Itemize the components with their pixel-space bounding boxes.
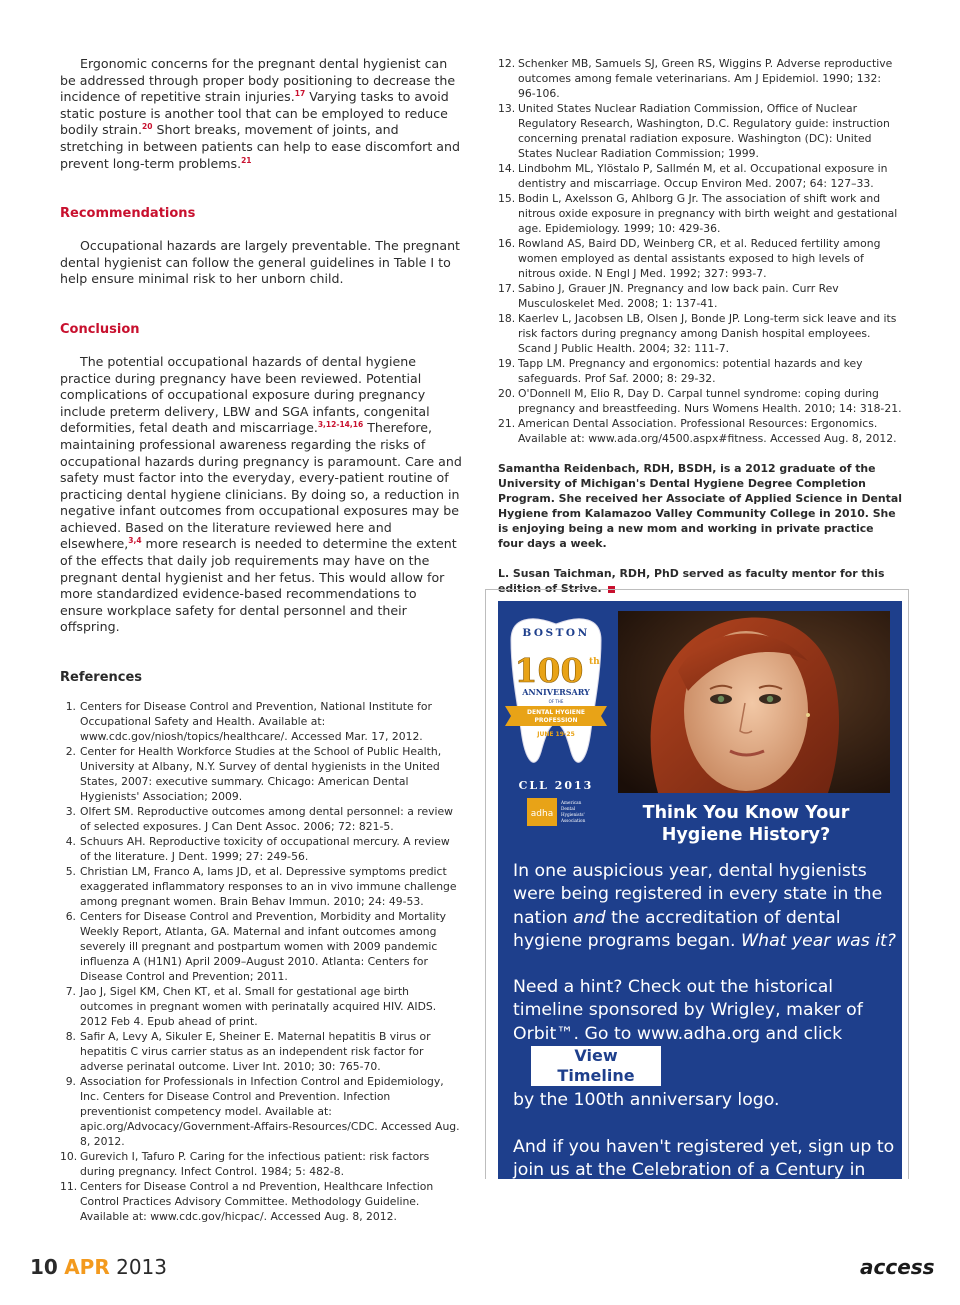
logo-number: 100 (514, 651, 584, 690)
100th-anniversary-logo (503, 612, 609, 835)
reference-number: 11. (60, 1180, 78, 1194)
recommendations-heading: Recommendations (60, 206, 196, 222)
ad-body (513, 860, 898, 1229)
portrait-illustration (618, 611, 890, 793)
reference-text: Schuurs AH. Reproductive toxicity of occupational mercury. A review of the literature. J Dent. 1999; 27: 249-56. (80, 835, 450, 864)
right-column (498, 56, 902, 596)
issue-year: 2013 (116, 1255, 168, 1279)
reference-number: 2. (65, 745, 76, 759)
reference-item (60, 744, 462, 804)
reference-number: 5. (65, 865, 76, 879)
reference-text: Sabino J, Grauer JN. Pregnancy and low back pain. Curr Rev Musculoskelet Med. 2008; 1: 137-41. (518, 282, 839, 310)
references-list-right (498, 56, 902, 446)
reference-item (60, 699, 462, 744)
reference-number: 4. (65, 835, 76, 849)
logo-of-the: OF THE (548, 699, 564, 704)
reference-item (60, 834, 462, 864)
reference-number: 1. (65, 700, 76, 714)
ad-paragraph-2: Need a hint? Check out the historical timeline sponsored by Wrigley, maker of Orbit™. Go to www.adha.org and clickView Timeline by the 100th anniversary logo. (513, 977, 863, 1111)
logo-cll: CLL 2013 (518, 779, 594, 792)
reference-text: Christian LM, Franco A, Iams JD, et al. Depressive symptoms predict exaggerated inflammatory responses to an in vivo immune challenge among pregnant women. Brain Behav Immun. 2010; 24: 49-53. (80, 865, 457, 909)
view-timeline-button[interactable]: View Timeline (531, 1046, 661, 1086)
logo-dates: JUNE 19-25 (537, 731, 575, 738)
reference-text: Schenker MB, Samuels SJ, Green RS, Wiggins P. Adverse reproductive outcomes among female veterinarians. Am J Epidemiol. 1990; 132: 96-106. (518, 57, 893, 100)
citation: 21 (241, 155, 252, 165)
reference-number: 16. (498, 237, 516, 250)
reference-number: 19. (498, 357, 516, 370)
reference-text: Jao J, Sigel KM, Chen KT, et al. Small for gestational age birth outcomes in pregnant women with perinatally acquired HIV. AIDS. 2012 Feb 4. Epub ahead of print. (80, 985, 437, 1029)
citation: 3,12-14,16 (317, 420, 364, 430)
reference-number: 14. (498, 162, 516, 175)
reference-number: 21. (498, 417, 516, 430)
reference-number: 20. (498, 387, 516, 400)
reference-text: Center for Health Workforce Studies at the School of Public Health, University at Albany, N.Y. Survey of dental hygienists in the United States, 2007: executive summary. Chicago: American Dental Hygienists' Association; 2009. (80, 745, 442, 804)
reference-item (498, 356, 902, 386)
svg-text:Hygienists': Hygienists' (561, 812, 585, 817)
citation: 3,4 (128, 536, 142, 546)
references-heading: References (60, 670, 143, 686)
reference-number: 9. (65, 1075, 76, 1089)
ad-paragraph-1: In one auspicious year, dental hygienists were being registered in every state in the nation and the accreditation of dental hygiene programs began. What year was it? (513, 861, 896, 951)
reference-item (60, 864, 462, 909)
citation: 17 (294, 89, 306, 98)
reference-item (60, 984, 462, 1029)
reference-text: O'Donnell M, Elio R, Day D. Carpal tunnel syndrome: coping during pregnancy and breastfeeding. Nurs Womens Health. 2010; 14: 318-21. (518, 387, 902, 415)
reference-item (498, 56, 902, 101)
reference-item (498, 281, 902, 311)
reference-text: Kaerlev L, Jacobsen LB, Olsen J, Bonde JP. Long-term sick leave and its risk factors during pregnancy among Danish hospital employees. Scand J Public Health. 2004; 32: 111-7. (518, 312, 897, 355)
reference-number: 17. (498, 282, 516, 295)
logo-suffix: th (589, 657, 600, 667)
adha-abbr: adha (530, 809, 554, 819)
reference-item (60, 804, 462, 834)
ad-portrait-photo (618, 611, 890, 793)
svg-text:Dental: Dental (561, 806, 576, 811)
reference-item (60, 1179, 462, 1224)
reference-number: 12. (498, 57, 516, 70)
conclusion-heading: Conclusion (60, 321, 140, 337)
reference-number: 6. (65, 910, 76, 924)
reference-text: American Dental Association. Professional Resources: Ergonomics. Available at: www.ada.org/4500.aspx#fitness. Accessed Aug. 8, 2012. (518, 417, 897, 445)
reference-text: United States Nuclear Radiation Commission, Office of Nuclear Regulatory Research, Washington, D.C. Regulatory guide: instruction concerning prenatal radiation exposure. Washington (DC): United States Nuclear Radiation Commission; 1999. (518, 102, 890, 160)
tooth-logo-graphic (503, 612, 609, 835)
reference-text: Safir A, Levy A, Sikuler E, Sheiner E. Maternal hepatitis B virus or hepatitis C virus carrier status as an independent risk factor for adverse perinatal outcome. Liver Int. 2010; 30: 765-70. (80, 1030, 431, 1074)
page-footer (30, 1255, 167, 1279)
reference-text: Olfert SM. Reproductive outcomes among dental personnel: a review of selected exposures. J Can Dent Assoc. 2006; 72: 821-5. (80, 805, 453, 834)
publication-name: access (860, 1255, 935, 1279)
reference-item (498, 161, 902, 191)
logo-ribbon-line1: DENTAL HYGIENE (526, 709, 586, 716)
left-column (60, 56, 462, 1224)
author-bio: Samantha Reidenbach, RDH, BSDH, is a 2012 graduate of the University of Michigan's Dental Hygiene Degree Completion Program. She received her Associate of Applied Science in Dental Hygiene from Kalamazoo Valley Community College in 2010. She is enjoying being a new mom and working in private practice four days a week. (498, 462, 902, 550)
reference-text: Centers for Disease Control and Prevention, National Institute for Occupational Safety and Health. Available at: www.cdc.gov/niosh/topics/healthcare/. Accessed Mar. 17, 2012. (80, 700, 432, 744)
reference-item (498, 311, 902, 356)
reference-item (498, 101, 902, 161)
references-list-left (60, 699, 462, 1224)
citation: 20 (142, 122, 153, 132)
logo-anniversary: ANNIVERSARY (522, 687, 590, 697)
mentor-note: L. Susan Taichman, RDH, PhD served as faculty mentor for this edition of Strive. (498, 567, 885, 595)
reference-item (498, 386, 902, 416)
reference-number: 18. (498, 312, 516, 325)
reference-number: 3. (65, 805, 76, 819)
reference-text: Gurevich I, Tafuro P. Caring for the infectious patient: risk factors during pregnancy. Infect Control. 1984; 5: 482-8. (80, 1150, 430, 1179)
recommendations-paragraph: Occupational hazards are largely preventable. The pregnant dental hygienist can follow the general guidelines in Table I to help ensure minimal risk to her unborn child. (60, 238, 460, 287)
reference-number: 7. (65, 985, 76, 999)
logo-ribbon-line2: PROFESSION (534, 717, 578, 724)
svg-text:American: American (561, 800, 582, 805)
svg-text:Association: Association (561, 818, 586, 823)
reference-number: 13. (498, 102, 516, 115)
ad-paragraph-3: And if you haven't registered yet, sign up to join us at the Celebration of a Century in Boston, June 19-25! (513, 1136, 895, 1204)
reference-text: Rowland AS, Baird DD, Weinberg CR, et al. Reduced fertility among women employed as dental assistants exposed to high levels of nitrous oxide. N Engl J Med. 1992; 327: 993-7. (518, 237, 881, 280)
page-number: 10 (30, 1255, 58, 1279)
reference-number: 15. (498, 192, 516, 205)
reference-item (60, 909, 462, 984)
reference-text: Tapp LM. Pregnancy and ergonomics: potential hazards and key safeguards. Prof Saf. 2000; 8: 29-32. (518, 357, 863, 385)
reference-item (498, 416, 902, 446)
reference-item (498, 191, 902, 236)
reference-item (60, 1029, 462, 1074)
reference-item (498, 236, 902, 281)
intro-paragraph: Ergonomic concerns for the pregnant dental hygienist can be addressed through proper body positioning to decrease the incidence of repetitive strain injuries.$^{17}$ Varying tasks to avoid static posture is another tool that can be employed to reduce bodily strain.$^{20}$ Short breaks, movement of joints, and stretching in between patients can help to ease discomfort and prevent long-term problems.$^{21}$ (60, 56, 460, 171)
reference-text: Association for Professionals in Infection Control and Epidemiology, Inc. Centers for Disease Control and Prevention. Infection preventionist competency model. Available at: apic.org/Advocacy/Government-Affairs-Resources/CDC. Accessed Aug. 8, 2012. (80, 1075, 460, 1149)
reference-text: Bodin L, Axelsson G, Ahlborg G Jr. The association of shift work and nitrous oxide exposure in pregnancy with birth weight and gestational age. Epidemiology. 1999; 10: 429-36. (518, 192, 898, 235)
reference-text: Centers for Disease Control a nd Prevention, Healthcare Infection Control Practices Advisory Committee. Methodology Guideline. Available at: www.cdc.gov/hicpac/. Accessed Aug. 8, 2012. (80, 1180, 434, 1224)
logo-city: BOSTON (522, 627, 590, 639)
ad-headline: Think You Know Your Hygiene History? (642, 803, 850, 845)
conclusion-paragraph: The potential occupational hazards of dental hygiene practice during pregnancy have been reviewed. Potential complications of occupational exposure during pregnancy include preterm delivery, LBW and SGA infants, congenital deformities, fetal death and miscarriage.$^{3,12-14,16}$ Therefore, maintaining professional awareness regarding the risks of occupational hazards during pregnancy is paramount. Care and safety must factor into the everyday, every-patient routine of practicing dental hygiene clinicians. By doing so, a reduction in negative infant outcomes from occupational exposures may be achieved. Based on the literature reviewed here and elsewhere,$^{3,4}$ more research is needed to determine the extent of the effects that daily job requirements may have on the pregnant dental hygienist and her fetus. This would allow for more standardized evidence-based recommendations to ensure workplace safety for dental personnel and their offspring. (60, 353, 462, 635)
reference-item (60, 1149, 462, 1179)
issue-month: APR (64, 1255, 110, 1279)
reference-text: Centers for Disease Control and Prevention, Morbidity and Mortality Weekly Report, Atlanta, GA. Maternal and infant outcomes among severely ill pregnant and postpartum women with 2009 pandemic influenza A (H1N1) April 2009–August 2010. Atlanta: Centers for Disease Control and Prevention; 2011. (80, 910, 447, 984)
reference-number: 8. (65, 1030, 76, 1044)
reference-number: 10. (60, 1150, 78, 1164)
reference-text: Lindbohm ML, Ylöstalo P, Sallmén M, et al. Occupational exposure in dentistry and miscarriage. Occup Environ Med. 2007; 64: 127–33. (518, 162, 888, 190)
reference-item (60, 1074, 462, 1149)
